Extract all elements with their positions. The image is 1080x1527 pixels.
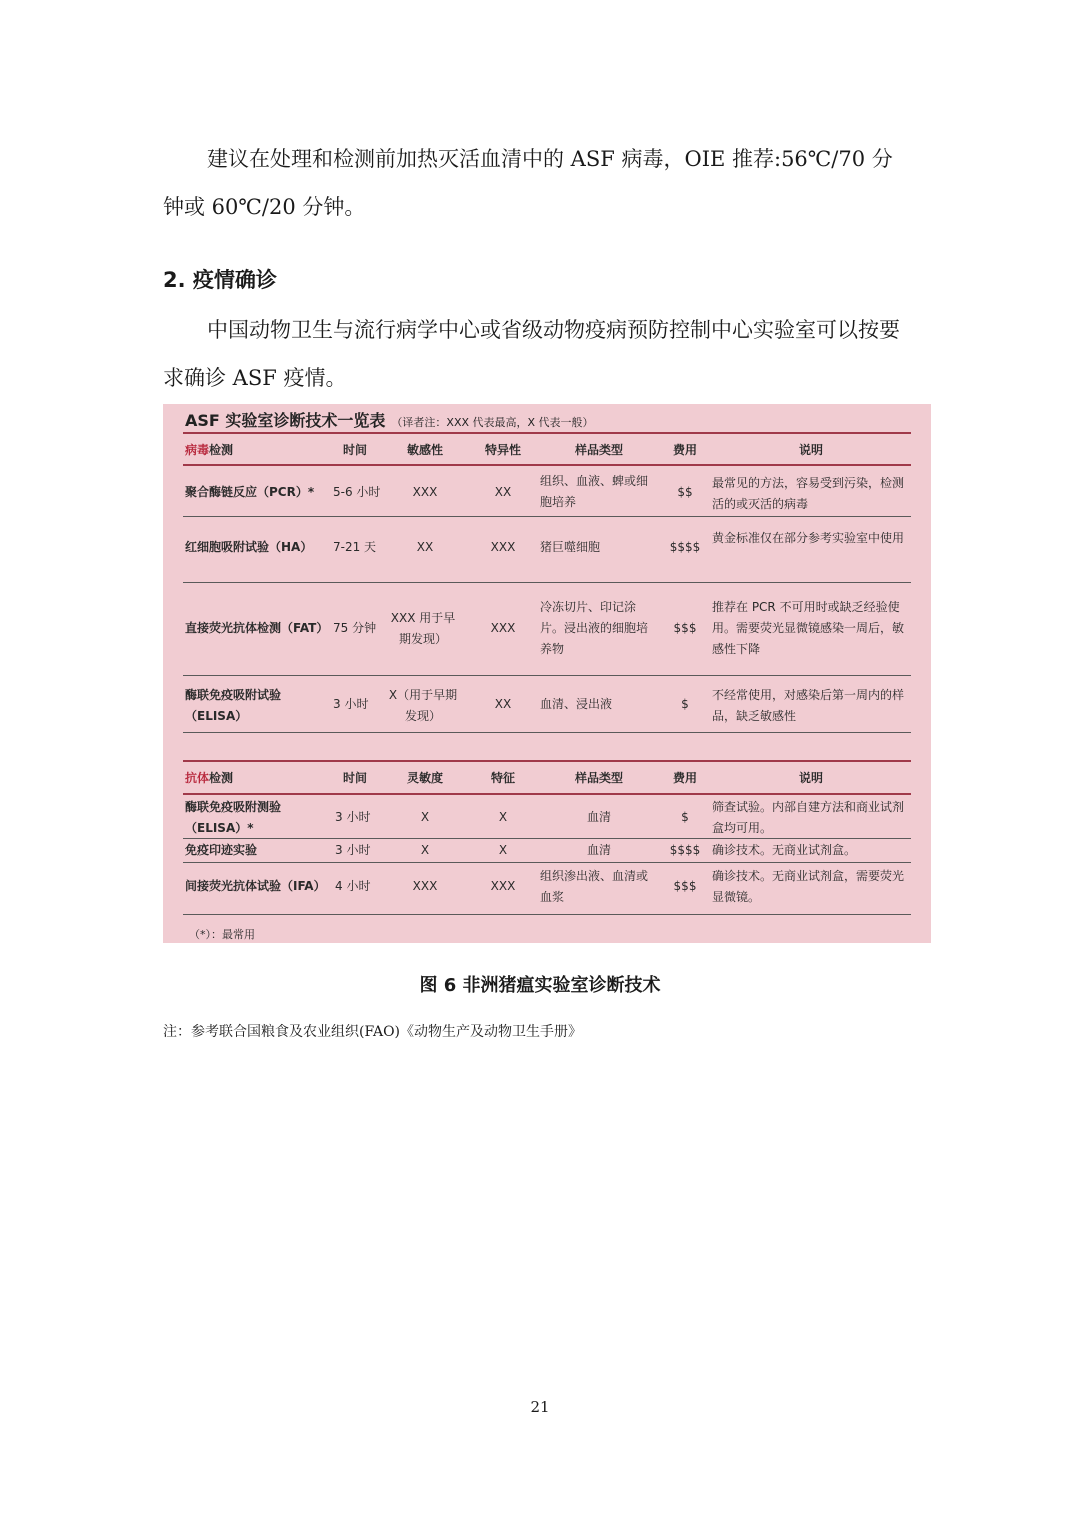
header-antibody-detection — [185, 768, 233, 789]
table-title — [185, 408, 594, 431]
row-note: 确诊技术。无商业试剂盒，需要荧光显微镜。 — [712, 869, 905, 904]
row-specificity: XX — [494, 697, 512, 711]
header-sensitivity: 敏感性 — [406, 443, 443, 457]
row-sample: 组织渗出液、血清或血浆 — [540, 869, 649, 904]
row-time: 3 小时 — [335, 810, 371, 824]
row-sensitivity: XX — [416, 540, 434, 554]
row-name: 直接荧光抗体检测（FAT） — [185, 621, 329, 635]
header-red-text: 抗体 — [185, 771, 210, 785]
header-red-text: 病毒 — [185, 443, 210, 457]
figure-caption: 图 6 非洲猪瘟实验室诊断技术 — [419, 975, 661, 996]
row-note: 确诊技术。无商业试剂盒。 — [712, 843, 857, 857]
row-cost: $ — [681, 810, 689, 824]
header-specificity: 特异性 — [484, 443, 521, 457]
source-note: 注：参考联合国粮食及农业组织(FAO)《动物生产及动物卫生手册》 — [163, 1024, 583, 1040]
row-note: 最常见的方法，容易受到污染，检测活的或灭活的病毒 — [712, 476, 905, 511]
row-specificity: XXX — [490, 540, 516, 554]
row-time: 3 小时 — [335, 843, 371, 857]
row-sample: 猪巨噬细胞 — [540, 540, 601, 554]
header-sample: 样品类型 — [574, 771, 623, 785]
row-sample: 血清 — [586, 843, 611, 857]
paragraph-text: 中国动物卫生与流行病学中心或省级动物疫病预防控制中心实验室可以按要求确诊 ASF 疫情。 — [163, 318, 900, 390]
row-cost: $$ — [677, 485, 693, 499]
section-heading: 2. 疫情确诊 — [163, 268, 277, 292]
row-cost: $$$$ — [669, 540, 701, 554]
row-cost: $$$ — [673, 879, 697, 893]
row-sensitivity: XXX — [412, 485, 438, 499]
row-sensitivity: X（用于早期发现） — [388, 688, 458, 723]
header-virus-detection — [185, 440, 233, 461]
table-footnote: （*）：最常用 — [189, 928, 255, 941]
row-name: 酶联免疫吸附试验（ELISA） — [185, 688, 282, 723]
row-name: 间接荧光抗体试验（IFA） — [185, 879, 326, 893]
divider — [183, 432, 911, 434]
row-sensitivity: XXX 用于早期发现） — [390, 611, 456, 646]
header-sensitivity: 灵敏度 — [406, 771, 443, 785]
header-time: 时间 — [342, 771, 367, 785]
header-time: 时间 — [342, 443, 367, 457]
row-sensitivity: XXX — [412, 879, 438, 893]
table-title-text: ASF 实验室诊断技术一览表 — [185, 411, 386, 430]
row-name: 免疫印迹实验 — [185, 843, 258, 857]
row-note: 筛查试验。内部自建方法和商业试剂盒均可用。 — [712, 800, 905, 835]
header-sample: 样品类型 — [574, 443, 623, 457]
divider — [183, 582, 911, 583]
header-specificity: 特征 — [490, 771, 515, 785]
figure-diagnostic-table — [163, 404, 931, 943]
divider — [183, 675, 911, 676]
divider — [183, 914, 911, 915]
header-note: 说明 — [798, 443, 823, 457]
row-time: 4 小时 — [335, 879, 371, 893]
row-name: 酶联免疫吸附测验（ELISA）* — [185, 800, 282, 835]
paragraph-text: 建议在处理和检测前加热灭活血清中的 ASF 病毒，OIE 推荐:56℃/70 分钟或 60℃/20 分钟。 — [163, 147, 893, 219]
row-sample: 血清 — [586, 810, 611, 824]
row-time: 3 小时 — [333, 697, 369, 711]
row-specificity: X — [498, 810, 508, 824]
header-text: 检测 — [209, 443, 234, 457]
paragraph-confirmation — [163, 306, 908, 402]
row-note: 黄金标准仅在部分参考实验室中使用 — [712, 531, 905, 545]
row-specificity: XX — [494, 485, 512, 499]
divider — [183, 732, 911, 733]
row-specificity: XXX — [490, 621, 516, 635]
row-specificity: X — [498, 843, 508, 857]
row-sample: 冷冻切片、印记涂片。浸出液的细胞培养物 — [540, 600, 649, 656]
row-name: 红细胞吸附试验（HA） — [185, 540, 313, 554]
header-cost: 费用 — [672, 443, 697, 457]
row-sample: 组织、血液、蜱或细胞培养 — [540, 474, 649, 509]
paragraph-inactivation — [163, 135, 908, 231]
header-cost: 费用 — [672, 771, 697, 785]
header-text: 检测 — [209, 771, 234, 785]
row-note: 不经常使用，对感染后第一周内的样品，缺乏敏感性 — [712, 688, 905, 723]
divider — [183, 838, 911, 839]
row-specificity: XXX — [490, 879, 516, 893]
divider — [183, 760, 911, 762]
page-number: 21 — [530, 1398, 550, 1416]
row-sample: 血清、浸出液 — [540, 697, 613, 711]
row-time: 7-21 天 — [333, 540, 377, 554]
row-sensitivity: X — [420, 810, 430, 824]
row-sensitivity: X — [420, 843, 430, 857]
divider — [183, 464, 911, 466]
divider — [183, 516, 911, 517]
row-note: 推荐在 PCR 不可用时或缺乏经验使用。需要荧光显微镜感染一周后，敏感性下降 — [712, 600, 905, 656]
row-time: 75 分钟 — [333, 621, 377, 635]
header-note: 说明 — [798, 771, 823, 785]
row-cost: $$$ — [673, 621, 697, 635]
row-cost: $$$$ — [669, 843, 701, 857]
table-title-note: （译者注：XXX 代表最高，X 代表一般） — [391, 416, 594, 429]
row-name: 聚合酶链反应（PCR）* — [185, 485, 315, 499]
row-cost: $ — [681, 697, 689, 711]
divider — [183, 862, 911, 863]
row-time: 5-6 小时 — [333, 485, 381, 499]
divider — [183, 793, 911, 795]
